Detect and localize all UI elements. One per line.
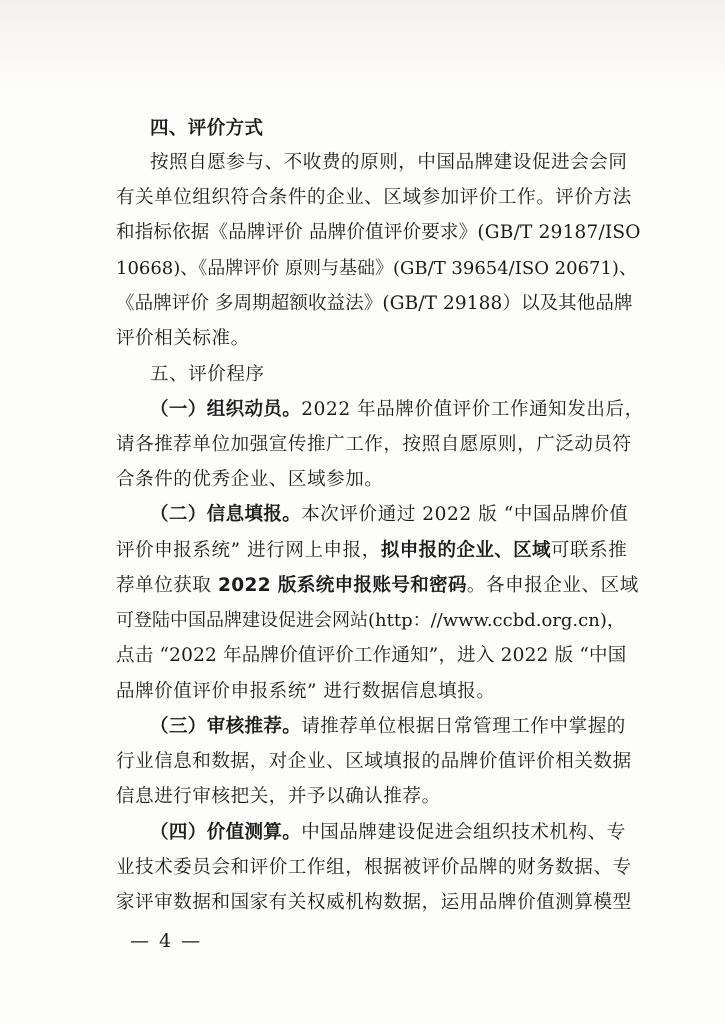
s4-paragraph-line-4: 10668)、《品牌评价 原则与基础》(GB/T 39654/ISO 20671)、 (116, 258, 637, 279)
scan-discoloration (0, 0, 725, 90)
item-4-text: 中国品牌建设促进会组织技术机构、专 (301, 822, 626, 843)
item-2-line-3 (116, 573, 639, 599)
item-4-label: （四）价值测算。 (150, 822, 302, 843)
item-1-line-2: 请各推荐单位加强宣传推广工作，按照自愿原则，广泛动员符 (116, 434, 632, 455)
item-1-label: （一）组织动员。 (150, 399, 302, 420)
s4-paragraph-line-5: 《品牌评价 多周期超额收益法》(GB/T 29188）以及其他品牌 (116, 293, 633, 314)
section-4-heading: 四、评价方式 (150, 118, 264, 139)
item-2-line-1 (150, 502, 629, 528)
item-1-line-1 (150, 397, 644, 423)
item-1-line-3: 合条件的优秀企业、区域参加。 (116, 469, 384, 490)
item-2-line-2-bold: 拟申报的企业、区域 (380, 540, 551, 561)
item-4-line-3: 家评审数据和国家有关权威机构数据，运用品牌价值测算模型 (116, 892, 632, 913)
item-2-line-2 (116, 538, 627, 564)
item-2-line-4: 可登陆中国品牌建设促进会网站(http：//www.ccbd.org.cn)， (116, 610, 625, 631)
item-2-text: 本次评价通过 2022 版 “中国品牌价值 (301, 504, 629, 525)
item-3-label: （三）审核推荐。 (150, 716, 302, 737)
s4-paragraph-line-6: 评价相关标准。 (116, 328, 250, 349)
item-2-line-5: 点击 “2022 年品牌价值评价工作通知”，进入 2022 版 “中国 (116, 645, 627, 666)
item-3-line-3: 信息进行审核把关，并予以确认推荐。 (116, 786, 441, 807)
item-3-line-2: 行业信息和数据，对企业、区域填报的品牌价值评价相关数据 (116, 751, 632, 772)
s4-paragraph-line-3: 和指标依据《品牌评价 品牌价值评价要求》(GB/T 29187/ISO (116, 222, 641, 243)
item-2-line-3-text-b: 。各申报企业、区域 (466, 575, 639, 596)
item-2-line-3-bold: 2022 版系统申报账号和密码 (217, 575, 467, 596)
page-number: — 4 — (130, 930, 203, 952)
item-3-text: 请推荐单位根据日常管理工作中掌握的 (301, 716, 626, 737)
item-3-line-1 (150, 714, 626, 740)
item-2-line-3-text-a: 荐单位获取 (116, 575, 218, 596)
item-1-text: 2022 年品牌价值评价工作通知发出后， (301, 399, 644, 420)
s4-paragraph-line-2: 有关单位组织符合条件的企业、区域参加评价工作。评价方法 (116, 187, 632, 208)
item-4-line-2: 业技术委员会和评价工作组，根据被评价品牌的财务数据、专 (116, 857, 632, 878)
item-2-line-6: 品牌价值评价申报系统” 进行数据信息填报。 (116, 681, 496, 702)
s4-paragraph-line-1: 按照自愿参与、不收费的原则，中国品牌建设促进会会同 (150, 152, 628, 173)
item-4-line-1 (150, 820, 626, 846)
item-2-label: （二）信息填报。 (150, 504, 302, 525)
item-2-line-2-text-a: 评价申报系统” 进行网上申报， (116, 540, 381, 561)
item-2-line-2-text-b: 可联系推 (550, 540, 628, 561)
section-5-heading: 五、评价程序 (150, 364, 265, 385)
